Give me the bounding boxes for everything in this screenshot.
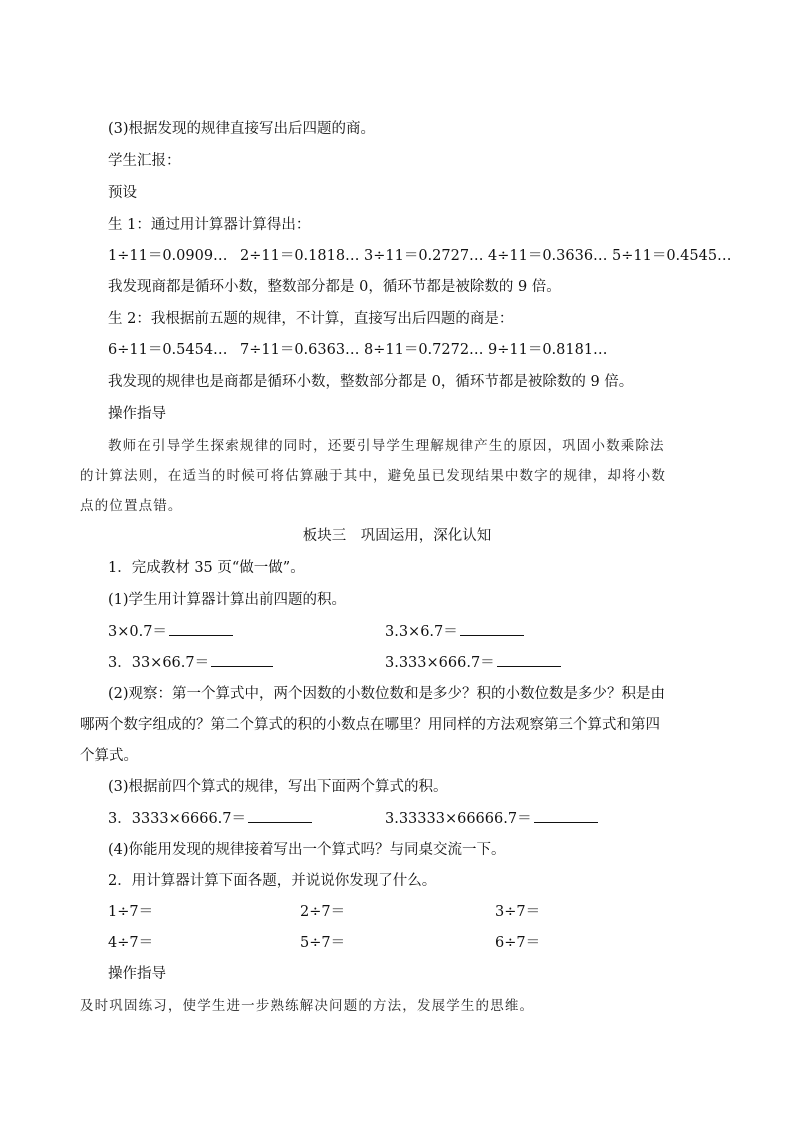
guide-text: 教师在引导学生探索规律的同时，还要引导学生理解规律产生的原因，巩固小数乘除法 xyxy=(108,438,665,454)
blank-equation xyxy=(108,652,273,673)
question-part: (4)你能用发现的规律接着写出一个算式吗？与同桌交流一下。 xyxy=(108,842,506,858)
equation: 3．3333×6666.7＝ xyxy=(108,811,247,827)
text-line: 预设 xyxy=(108,185,137,201)
question: 2．用计算器计算下面各题，并说说你发现了什么。 xyxy=(108,873,437,889)
text-line: (2)观察：第一个算式中，两个因数的小数位数和是多少？积的小数位数是多少？积是由 xyxy=(108,686,666,702)
equation: 4÷7＝ xyxy=(108,935,154,951)
blank-equation xyxy=(385,808,598,829)
text-line: (3)根据发现的规律直接写出后四题的商。 xyxy=(108,121,376,137)
text-line: 生 2：我根据前五题的规律，不计算，直接写出后四题的商是： xyxy=(108,311,514,327)
answer-blank[interactable] xyxy=(211,652,273,667)
equation: 3÷7＝ xyxy=(495,904,541,920)
blank-equation xyxy=(385,652,561,673)
equation: 3．33×66.7＝ xyxy=(108,655,210,671)
text-line: 哪两个数字组成的？第二个算式的积的小数点在哪里？用同样的方法观察第三个算式和第四 xyxy=(80,717,660,733)
question-part: (1)学生用计算器计算出前四题的积。 xyxy=(108,592,347,608)
text-line: 学生汇报： xyxy=(108,153,181,169)
guide-title: 操作指导 xyxy=(108,966,166,982)
equation: 2÷11＝0.1818… xyxy=(240,248,360,264)
guide-text: 及时巩固练习，使学生进一步熟练解决问题的方法，发展学生的思维。 xyxy=(80,998,535,1014)
equation: 3.333×666.7＝ xyxy=(385,655,495,671)
question: 1．完成教材 35 页“做一做”。 xyxy=(108,560,305,576)
equation: 7÷11＝0.6363… xyxy=(240,342,360,358)
guide-text: 的计算法则，在适当的时候可将估算融于其中，避免虽已发现结果中数字的规律，却将小数 xyxy=(80,468,666,484)
blank-equation xyxy=(108,621,233,642)
equation: 3.3×6.7＝ xyxy=(385,624,458,640)
equation: 1÷11＝0.0909… xyxy=(108,248,228,264)
guide-title: 操作指导 xyxy=(108,406,166,422)
text-line: 生 1：通过用计算器计算得出： xyxy=(108,217,311,233)
equation: 2÷7＝ xyxy=(300,904,346,920)
question-part: (3)根据前四个算式的规律，写出下面两个算式的积。 xyxy=(108,779,448,795)
equation: 3×0.7＝ xyxy=(108,624,167,640)
equation: 3.33333×66666.7＝ xyxy=(385,811,532,827)
section-heading: 板块三 巩固运用，深化认知 xyxy=(302,528,492,544)
equation: 4÷11＝0.3636… xyxy=(488,248,608,264)
equation: 3÷11＝0.2727… xyxy=(364,248,484,264)
equation: 6÷7＝ xyxy=(495,935,541,951)
answer-blank[interactable] xyxy=(460,621,524,636)
text-line: 我发现的规律也是商都是循环小数，整数部分都是 0，循环节都是被除数的 9 倍。 xyxy=(108,374,634,390)
answer-blank[interactable] xyxy=(497,652,561,667)
text-line: 个算式。 xyxy=(80,748,138,764)
blank-equation xyxy=(385,621,524,642)
text-line: 我发现商都是循环小数，整数部分都是 0，循环节都是被除数的 9 倍。 xyxy=(108,279,561,295)
blank-equation xyxy=(108,808,312,829)
equation: 5÷11＝0.4545… xyxy=(612,248,732,264)
equation: 9÷11＝0.8181… xyxy=(488,342,608,358)
equation: 5÷7＝ xyxy=(300,935,346,951)
equation: 1÷7＝ xyxy=(108,904,154,920)
answer-blank[interactable] xyxy=(169,621,233,636)
guide-text: 点的位置点错。 xyxy=(80,498,183,514)
answer-blank[interactable] xyxy=(248,808,312,823)
answer-blank[interactable] xyxy=(534,808,598,823)
equation: 8÷11＝0.7272… xyxy=(364,342,484,358)
equation: 6÷11＝0.5454… xyxy=(108,342,228,358)
